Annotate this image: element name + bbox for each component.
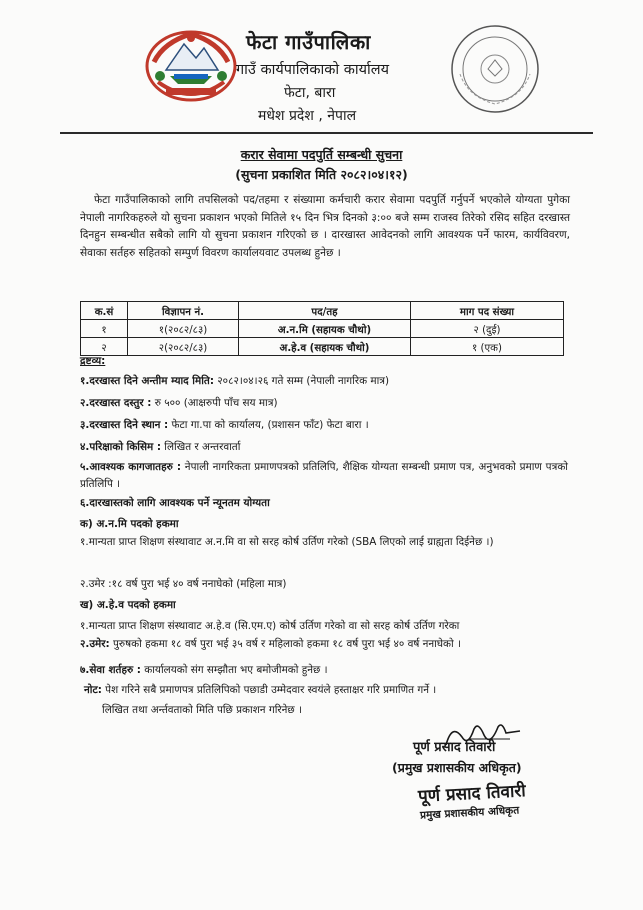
- note-line: [84, 682, 570, 698]
- terms-line: [80, 662, 570, 678]
- header-divider: [60, 132, 593, 134]
- place-label: ३.दरखास्त दिने स्थान :: [80, 419, 169, 431]
- table-cell: अ.न.मि (सहायक चौथो): [239, 320, 411, 338]
- nepal-emblem-icon: [144, 22, 238, 102]
- table-header-row: [81, 302, 564, 320]
- qualification-heading: ६.दारखास्तको लागि आवश्यक पर्ने न्यूनतम योग्यता: [80, 497, 270, 509]
- note-heading: द्रष्टव्य:: [80, 355, 106, 367]
- column-header: क.सं: [81, 302, 128, 320]
- stamp-name: पूर्ण प्रसाद तिवारी: [417, 781, 527, 807]
- column-header: पद/तह: [239, 302, 411, 320]
- terms-value: कार्यालयको संग सम्झौता भए बमोजीमको हुनेछ ।: [140, 664, 328, 676]
- exam-line: [80, 439, 570, 455]
- ahw-age-value: पुरुषको हकमा १८ वर्ष पुरा भई ३५ वर्ष र महिलाको हकमा १८ वर्ष पुरा भई ४० वर्ष ननाघेको ।: [109, 638, 461, 650]
- fee-line: [80, 395, 570, 411]
- deadline-value: २०८२।०४।२६ गते सम्म (नेपाली नागरिक मात्र): [213, 375, 390, 387]
- anm-age: २.उमेर :१८ वर्ष पुरा भई ४० वर्ष ननाघेको (महिला मात्र): [80, 578, 287, 590]
- place-line: [80, 417, 570, 433]
- org-header: [236, 28, 456, 125]
- org-province: मधेश प्रदेश , नेपाल: [258, 108, 357, 124]
- notice-title: करार सेवामा पदपुर्ति सम्बन्धी सुचना: [240, 147, 403, 162]
- note-label: नोट:: [84, 684, 102, 696]
- closing-line: लिखित तथा अर्न्तवताको मिति पछि प्रकाशन गरिनेछ ।: [102, 704, 302, 716]
- table-cell: १ (एक): [411, 338, 564, 356]
- column-header: माग पद संख्या: [411, 302, 564, 320]
- fee-value: रु ५०० (आक्षरुपी पाँच सय मात्र): [151, 397, 278, 409]
- table-cell: १: [81, 320, 128, 338]
- signatory-name: पूर्ण प्रसाद तिवारी: [413, 740, 496, 755]
- notice-intro: फेटा गाउँपालिकाको लागि तपसिलको पद/तहमा र संख्यामा कर्मचारी करार सेवामा पदपुर्ति गर्नुपर्ने भएकोले योग्यता पुगेका नेपाली नागरिकहरुले यो सुचना प्रकाशन भएको मितिले १५ दिन भित्र दिनको ३:०० बजे सम्म राजस्व तिरेको रसिद सहित दरखास्त दिनहुन सम्बन्धीत सबैको लागि यो सुचना प्रकाशन गरिएको छ । दारखास्त आवेदनको लागि आवश्यक पर्ने फारम, कार्यविवरण, सेवाका सर्तहरु सहितको सम्पुर्ण विवरण कार्यालयवाट उपलब्ध हुनेछ ।: [80, 194, 570, 259]
- docs-line: [80, 459, 568, 493]
- column-header: विज्ञापन नं.: [128, 302, 239, 320]
- org-address: फेटा, बारा: [284, 85, 336, 101]
- anm-education: १.मान्यता प्राप्त शिक्षण संस्थावाट अ.न.मि वा सो सरह कोर्ष उर्तिण गरेको (SBA लिएको लाई ग्राह्यता दिईनेछ ।): [80, 536, 494, 548]
- docs-label: ५.आवश्यक कागजातहरु :: [80, 461, 182, 473]
- ahw-age-label: २.उमेर:: [80, 638, 110, 650]
- table-cell: २ (दुई): [411, 320, 564, 338]
- office-seal-icon: [448, 22, 542, 116]
- table-cell: २(२०८२/८३): [128, 338, 239, 356]
- exam-label: ४.परिक्षाको किसिम :: [80, 441, 161, 453]
- ahw-education: १.मान्यता प्राप्त शिक्षण संस्थावाट अ.हे.व (सि.एम.ए) कोर्ष उर्तिण गरेको वा सो सरह कोर्ष उर्तिण गरेका: [80, 620, 460, 632]
- table-row: [81, 320, 564, 338]
- ahw-heading: ख) अ.हे.व पदको हकमा: [80, 599, 176, 611]
- place-value: फेटा गा.पा को कार्यालय, (प्रशासन फाँट) फेटा बारा ।: [168, 419, 369, 431]
- org-name: फेटा गाउँपालिका: [246, 30, 371, 54]
- note-value: पेश गरिने सबै प्रमाणपत्र प्रतिलिपिको पछाडी उम्मेदवार स्वयंले हस्ताक्षर गरि प्रमाणित गर्ने ।: [101, 684, 437, 696]
- deadline-line: [80, 373, 570, 389]
- posts-table: [80, 301, 564, 356]
- deadline-label: १.दरखास्त दिने अन्तीम म्याद मिति:: [80, 375, 214, 387]
- table-cell: अ.हे.व (सहायक चौथो): [239, 338, 411, 356]
- notice-published-date: (सुचना प्रकाशित मिति २०८२।०४।१२): [235, 167, 408, 182]
- terms-label: ७.सेवा शर्तहरु :: [80, 664, 141, 676]
- org-office: गाउँ कार्यपालिकाको कार्यालय: [236, 62, 390, 78]
- ahw-age-line: [80, 635, 568, 653]
- stamp-title: प्रमुख प्रशासकीय अधिकृत: [419, 804, 520, 822]
- table-cell: २: [81, 338, 128, 356]
- fee-label: २.दरखास्त दस्तुर :: [80, 397, 152, 409]
- docs-value: नेपाली नागरिकता प्रमाणपत्रको प्रतिलिपि, शैक्षिक योग्यता सम्बन्धी प्रमाण पत्र, अनुभवको प्रमाण पत्रको प्रतिलिपि ।: [80, 461, 568, 490]
- table-cell: १(२०८२/८३): [128, 320, 239, 338]
- exam-value: लिखित र अन्तरवार्ता: [161, 441, 241, 453]
- signatory-title: (प्रमुख प्रशासकीय अधिकृत): [392, 760, 522, 775]
- anm-heading: क) अ.न.मि पदको हकमा: [80, 518, 179, 530]
